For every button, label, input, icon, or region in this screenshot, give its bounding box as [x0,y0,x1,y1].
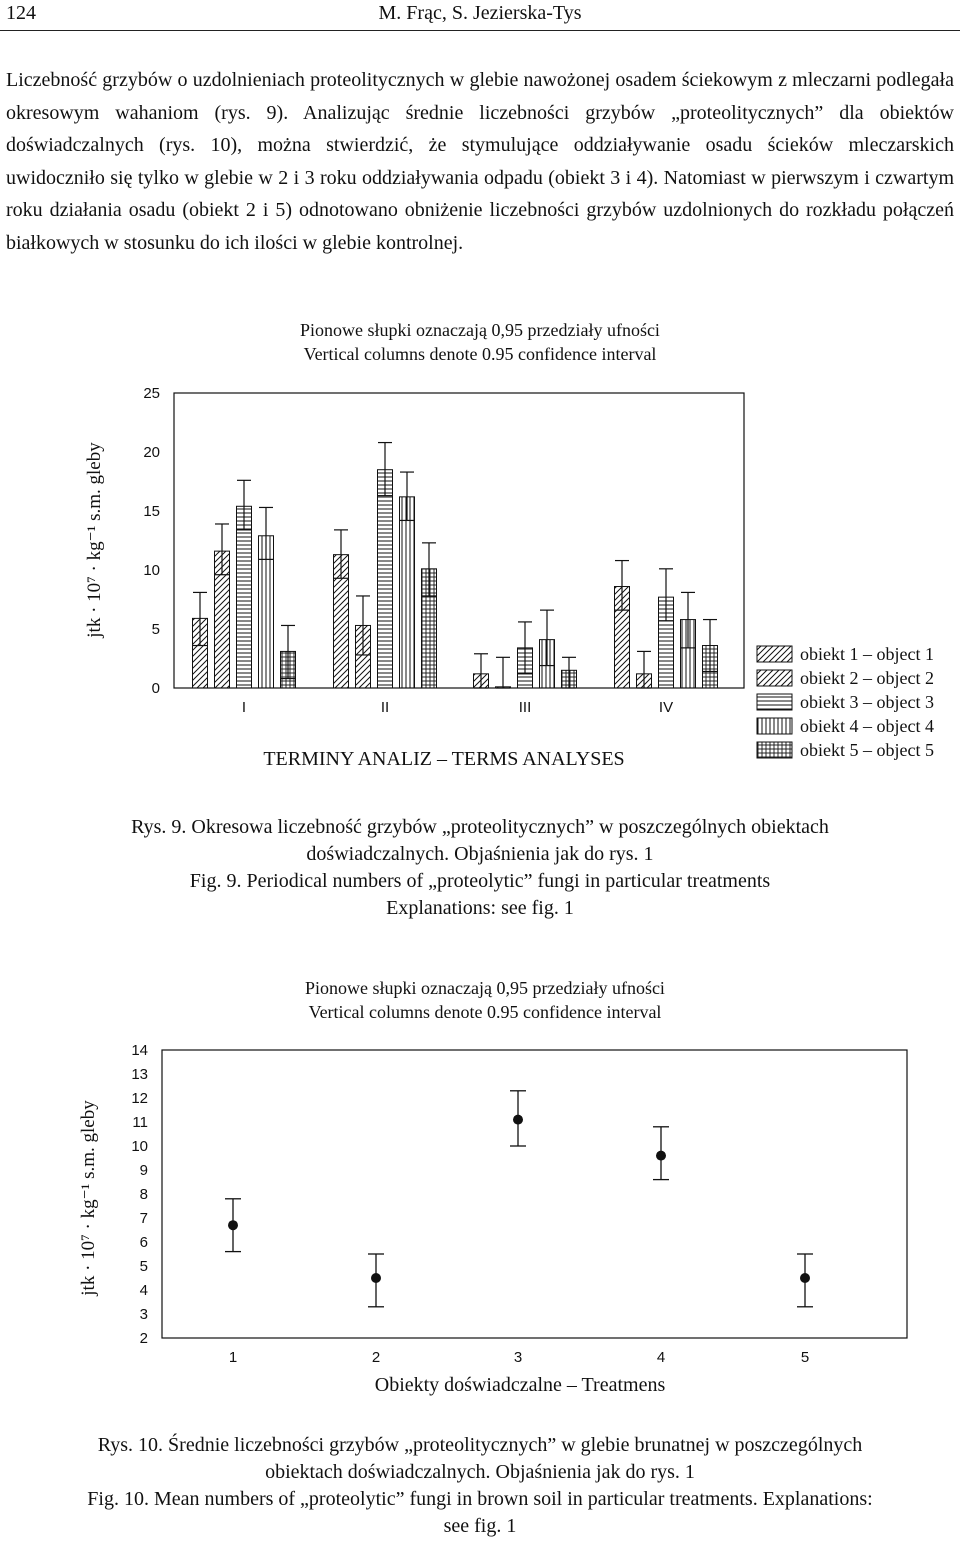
fig9-legend-swatch [757,670,792,686]
running-authors: M. Frąc, S. Jezierska-Tys [378,2,582,24]
fig10-mean-point [371,1273,381,1283]
fig10-mean-point [656,1151,666,1161]
fig10-ytick-label: 12 [131,1090,148,1107]
fig10-plot-frame [162,1050,907,1338]
fig9-bar-chart [0,375,960,815]
fig10-mean-point [513,1115,523,1125]
fig10-xtick-label: 5 [800,1349,810,1366]
fig9-xtick-label: III [518,699,532,716]
page-header [0,0,960,31]
fig9-ytick-label: 15 [143,503,160,520]
fig10-xtick-label: 4 [656,1349,666,1366]
fig9-legend-label: obiekt 4 – object 4 [800,716,934,736]
fig9-note-line2: Vertical columns denote 0.95 confidence interval [303,344,657,364]
fig10-caption-line: obiektach doświadczalnych. Objaśnienia jak do rys. 1 [265,1461,695,1483]
fig9-legend-swatch [757,742,792,758]
fig10-ytick-label: 10 [131,1138,148,1155]
fig9-ytick-label: 20 [143,444,160,461]
fig9-note [200,318,760,366]
fig10-note [200,976,770,1024]
fig10-ylabel: jtk · 10⁷ · kg⁻¹ s.m. gleby [78,1100,99,1296]
fig9-legend-label: obiekt 1 – object 1 [800,644,934,664]
fig9-xtick-label: II [380,699,390,716]
fig9-ytick-label: 0 [151,680,160,697]
fig10-ytick-label: 14 [131,1042,148,1059]
fig10-ytick-label: 7 [139,1210,148,1227]
fig10-xtick-label: 2 [371,1349,381,1366]
fig10-caption-line: see fig. 1 [443,1515,517,1537]
fig9-caption-line: doświadczalnych. Objaśnienia jak do rys. 1 [306,843,654,865]
fig9-xlabel: TERMINY ANALIZ – TERMS ANALYSES [263,748,625,770]
fig10-xtick-label: 3 [513,1349,523,1366]
fig9-ytick-label: 25 [143,385,160,402]
fig10-mean-point [800,1273,810,1283]
fig10-xlabel: Obiekty doświadczalne – Treatmens [374,1374,666,1396]
fig10-ytick-label: 9 [139,1162,148,1179]
fig9-legend-swatch [757,718,792,734]
fig10-caption-line: Fig. 10. Mean numbers of „proteolytic” fungi in brown soil in particular treatments. Explanations: [87,1488,873,1510]
fig9-legend-label: obiekt 3 – object 3 [800,692,934,712]
fig9-caption-line: Explanations: see fig. 1 [386,897,574,919]
fig10-xtick-label: 1 [228,1349,238,1366]
fig10-ytick-label: 13 [131,1066,148,1083]
fig10-scatter-chart [0,1030,960,1400]
fig9-caption-line: Fig. 9. Periodical numbers of „proteolytic” fungi in particular treatments [189,870,771,892]
fig10-mean-point [228,1220,238,1230]
fig10-ytick-label: 8 [139,1186,148,1203]
fig9-ytick-label: 5 [151,621,160,638]
fig10-note-line2: Vertical columns denote 0.95 confidence interval [308,1002,662,1022]
fig9-xtick-label: IV [658,699,674,716]
fig9-bar [237,506,252,688]
fig10-caption-line: Rys. 10. Średnie liczebności grzybów „proteolitycznych” w glebie brunatnej w poszczególnych [97,1434,863,1456]
fig10-ytick-label: 11 [132,1114,148,1131]
fig10-ytick-label: 2 [139,1330,148,1347]
fig9-ylabel: jtk · 10⁷ · kg⁻¹ s.m. gleby [84,442,105,638]
body-paragraph: Liczebność grzybów o uzdolnieniach proteolitycznych w glebie nawożonej osadem ściekowym z mleczarni podlegała okresowym wahaniom (rys. 9). Analizując średnie liczebności grzybów „proteolitycznych” dla obiektów doświadczalnych (rys. 10), można stwierdzić, że stymulujące oddziaływanie osadu ścieków mleczarskich uwidoczniło się tylko w glebie w 2 i 3 roku oddziaływania odpadu (obiekt 3 i 4). Natomiast w pierwszym i czwartym roku działania osadu (obiekt 2 i 5) odnotowano obniżenie liczebności grzybów uzdolnionych do rozkładu połączeń białkowych w stosunku do ich ilości w glebie kontrolnej. [6,69,954,254]
fig9-bar [400,497,415,688]
fig10-note-line1: Pionowe słupki oznaczają 0,95 przedziały ufności [305,978,665,998]
fig9-caption [0,814,960,922]
fig9-xtick-label: I [241,699,247,716]
fig10-caption [0,1432,960,1540]
fig10-ytick-label: 3 [139,1306,148,1323]
fig9-bar [378,470,393,688]
fig10-ytick-label: 4 [139,1282,148,1299]
fig9-legend-label: obiekt 5 – object 5 [800,740,934,760]
fig9-legend-label: obiekt 2 – object 2 [800,668,934,688]
fig9-legend [757,644,934,760]
fig9-ytick-label: 10 [143,562,160,579]
fig9-note-line1: Pionowe słupki oznaczają 0,95 przedziały ufności [300,320,660,340]
page-number: 124 [6,2,36,24]
fig10-ytick-label: 6 [139,1234,148,1251]
fig9-caption-line: Rys. 9. Okresowa liczebność grzybów „proteolitycznych” w poszczególnych obiektach [131,816,829,838]
fig9-legend-swatch [757,694,792,710]
fig10-ytick-label: 5 [139,1258,148,1275]
fig9-legend-swatch [757,646,792,662]
